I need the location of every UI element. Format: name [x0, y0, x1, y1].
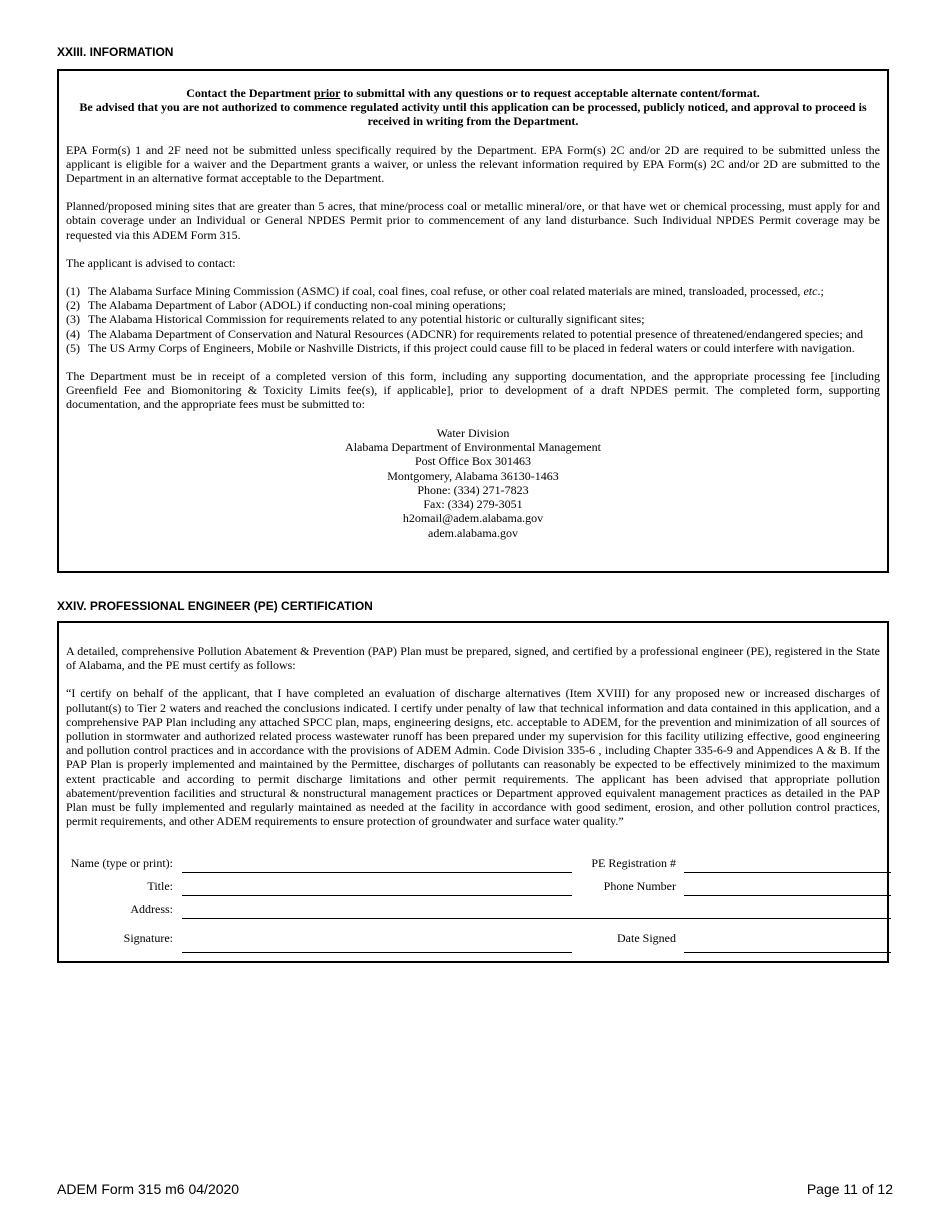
- address-line: Montgomery, Alabama 36130-1463: [387, 468, 559, 483]
- pe-registration-label: PE Registration #: [591, 856, 676, 870]
- pap-intro-paragraph: A detailed, comprehensive Pollution Abatement & Prevention (PAP) Plan must be prepared, signed, and certified by a professional engineer (PE), registered in the State of Alabama, and the PE must certify as follows:: [66, 644, 880, 673]
- contact-text: The Alabama Surface Mining Commission (ASMC) if coal, coal fines, coal refuse, or other coal related materials are mined, transloaded, processed,: [88, 284, 804, 299]
- signature-label: Signature:: [123, 931, 173, 945]
- title-field[interactable]: [182, 895, 572, 896]
- list-number: (1): [66, 284, 80, 299]
- title-label: Title:: [147, 879, 173, 893]
- list-item: [66, 298, 880, 312]
- page-number: Page 11 of 12: [806, 1181, 893, 1197]
- contact-text: The Alabama Historical Commission for requirements related to any potential historic or culturally significant sites;: [88, 312, 645, 327]
- mailing-address: [66, 426, 880, 540]
- name-field[interactable]: [182, 872, 572, 873]
- notice-line1-pre: Contact the Department: [186, 86, 314, 100]
- mining-paragraph: Planned/proposed mining sites that are greater than 5 acres, that mine/process coal or metallic mineral/ore, or that have wet or chemical processing, must apply for and obtain coverage under an Individual or General NPDES Permit prior to commencement of any land disturbance. Such Individual NPDES Permit coverage may be requested via this ADEM Form 315.: [66, 199, 880, 242]
- submittal-notice: [66, 86, 880, 129]
- address-line: Alabama Department of Environmental Management: [345, 439, 601, 454]
- list-item: [66, 312, 880, 326]
- list-item: [66, 327, 880, 341]
- advised-paragraph: The applicant is advised to contact:: [66, 255, 236, 270]
- form-identifier: ADEM Form 315 m6 04/2020: [57, 1181, 240, 1197]
- address-line: Water Division: [436, 425, 510, 440]
- contact-etc: etc: [803, 284, 818, 299]
- name-label: Name (type or print):: [70, 856, 173, 870]
- date-signed-label: Date Signed: [617, 931, 676, 945]
- section-24-heading: XXIV. PROFESSIONAL ENGINEER (PE) CERTIFICATION: [57, 599, 373, 613]
- receipt-paragraph: The Department must be in receipt of a completed version of this form, including any supporting documentation, and the appropriate processing fee [including Greenfield Fee and Biomonitoring & Toxicity Limits fee(s), if applicable], prior to development of a draft NPDES permit. The completed form, supporting documentation, and the appropriate fees must be submitted to:: [66, 369, 880, 412]
- pe-certification-box: [57, 621, 889, 963]
- pe-registration-field[interactable]: [684, 872, 891, 873]
- list-item: [66, 341, 880, 355]
- list-number: (4): [66, 326, 80, 341]
- address-email: h2omail@adem.alabama.gov: [402, 511, 544, 526]
- epa-forms-paragraph: EPA Form(s) 1 and 2F need not be submitted unless specifically required by the Department. EPA Form(s) 2C and/or 2D are required to be submitted unless the applicant is eligible for a waiver and the Department grants a waiver, or unless the relevant information required by EPA Form(s) 2C and/or 2D are submitted to the Department in an alternative format acceptable to the Department.: [66, 142, 880, 186]
- notice-prior: prior: [313, 86, 341, 100]
- contacts-list: [66, 284, 880, 355]
- contact-text: The Alabama Department of Labor (ADOL) if conducting non-coal mining operations;: [88, 298, 506, 313]
- notice-line2: Be advised that you are not authorized to commence regulated activity until this application can be processed, publicly noticed, and approval to proceed is received in writing from the Department.: [79, 100, 867, 129]
- address-phone: Phone: (334) 271-7823: [417, 482, 529, 497]
- list-number: (3): [66, 312, 80, 327]
- signature-field[interactable]: [182, 952, 572, 953]
- information-box: [57, 69, 889, 573]
- phone-label: Phone Number: [603, 879, 676, 893]
- address-field[interactable]: [182, 918, 891, 919]
- contact-text: The Alabama Department of Conservation and Natural Resources (ADCNR) for requirements related to potential presence of threatened/endangered species; and: [88, 326, 864, 341]
- certification-statement: “I certify on behalf of the applicant, that I have completed an evaluation of discharge alternatives (Item XVIII) for any proposed new or increased discharges of pollutant(s) to Tier 2 waters and reached the conclusions indicated. I certify under penalty of law that technical information and data contained in this application, and a comprehensive PAP Plan including any attached SPCC plan, maps, engineering designs, etc. acceptable to ADEM, for the prevention and minimization of all sources of pollution in stormwater and authorized related process wastewater runoff has been prepared under my supervision for this facility utilizing effective, good engineering and pollution control practices and in accordance with the provisions of ADEM Admin. Code Division 335-6 , including Chapter 335-6-9 and Appendices A & B. If the PAP Plan is properly implemented and maintained by the Permittee, discharges of pollutants can reasonably be expected to be effectively minimized to the maximum extent practicable and according to permit discharge limitations and other permit requirements. The applicant has been advised that appropriate pollution abatement/prevention facilities and structural & nonstructural management practices or Department approved equivalent management practices as detailed in the PAP Plan must be fully implemented and regularly maintained as needed at the facility in accordance with good sediment, erosion, and other pollution control practices, permit requirements, and other ADEM requirements to ensure protection of groundwater and surface water quality.”: [66, 686, 880, 829]
- contact-text: The US Army Corps of Engineers, Mobile or Nashville Districts, if this project could cause fill to be placed in federal waters or could interfere with navigation.: [88, 340, 855, 355]
- contact-post: .;: [817, 284, 824, 299]
- address-website: adem.alabama.gov: [428, 525, 518, 540]
- address-label: Address:: [130, 902, 173, 916]
- notice-line1-post: to submittal with any questions or to request acceptable alternate content/format.: [340, 86, 760, 100]
- phone-field[interactable]: [684, 895, 891, 896]
- section-23-heading: XXIII. INFORMATION: [57, 45, 174, 59]
- address-fax: Fax: (334) 279-3051: [423, 497, 523, 512]
- list-item: [66, 284, 880, 298]
- list-number: (5): [66, 340, 80, 355]
- list-number: (2): [66, 298, 80, 313]
- date-signed-field[interactable]: [684, 952, 891, 953]
- address-line: Post Office Box 301463: [414, 454, 532, 469]
